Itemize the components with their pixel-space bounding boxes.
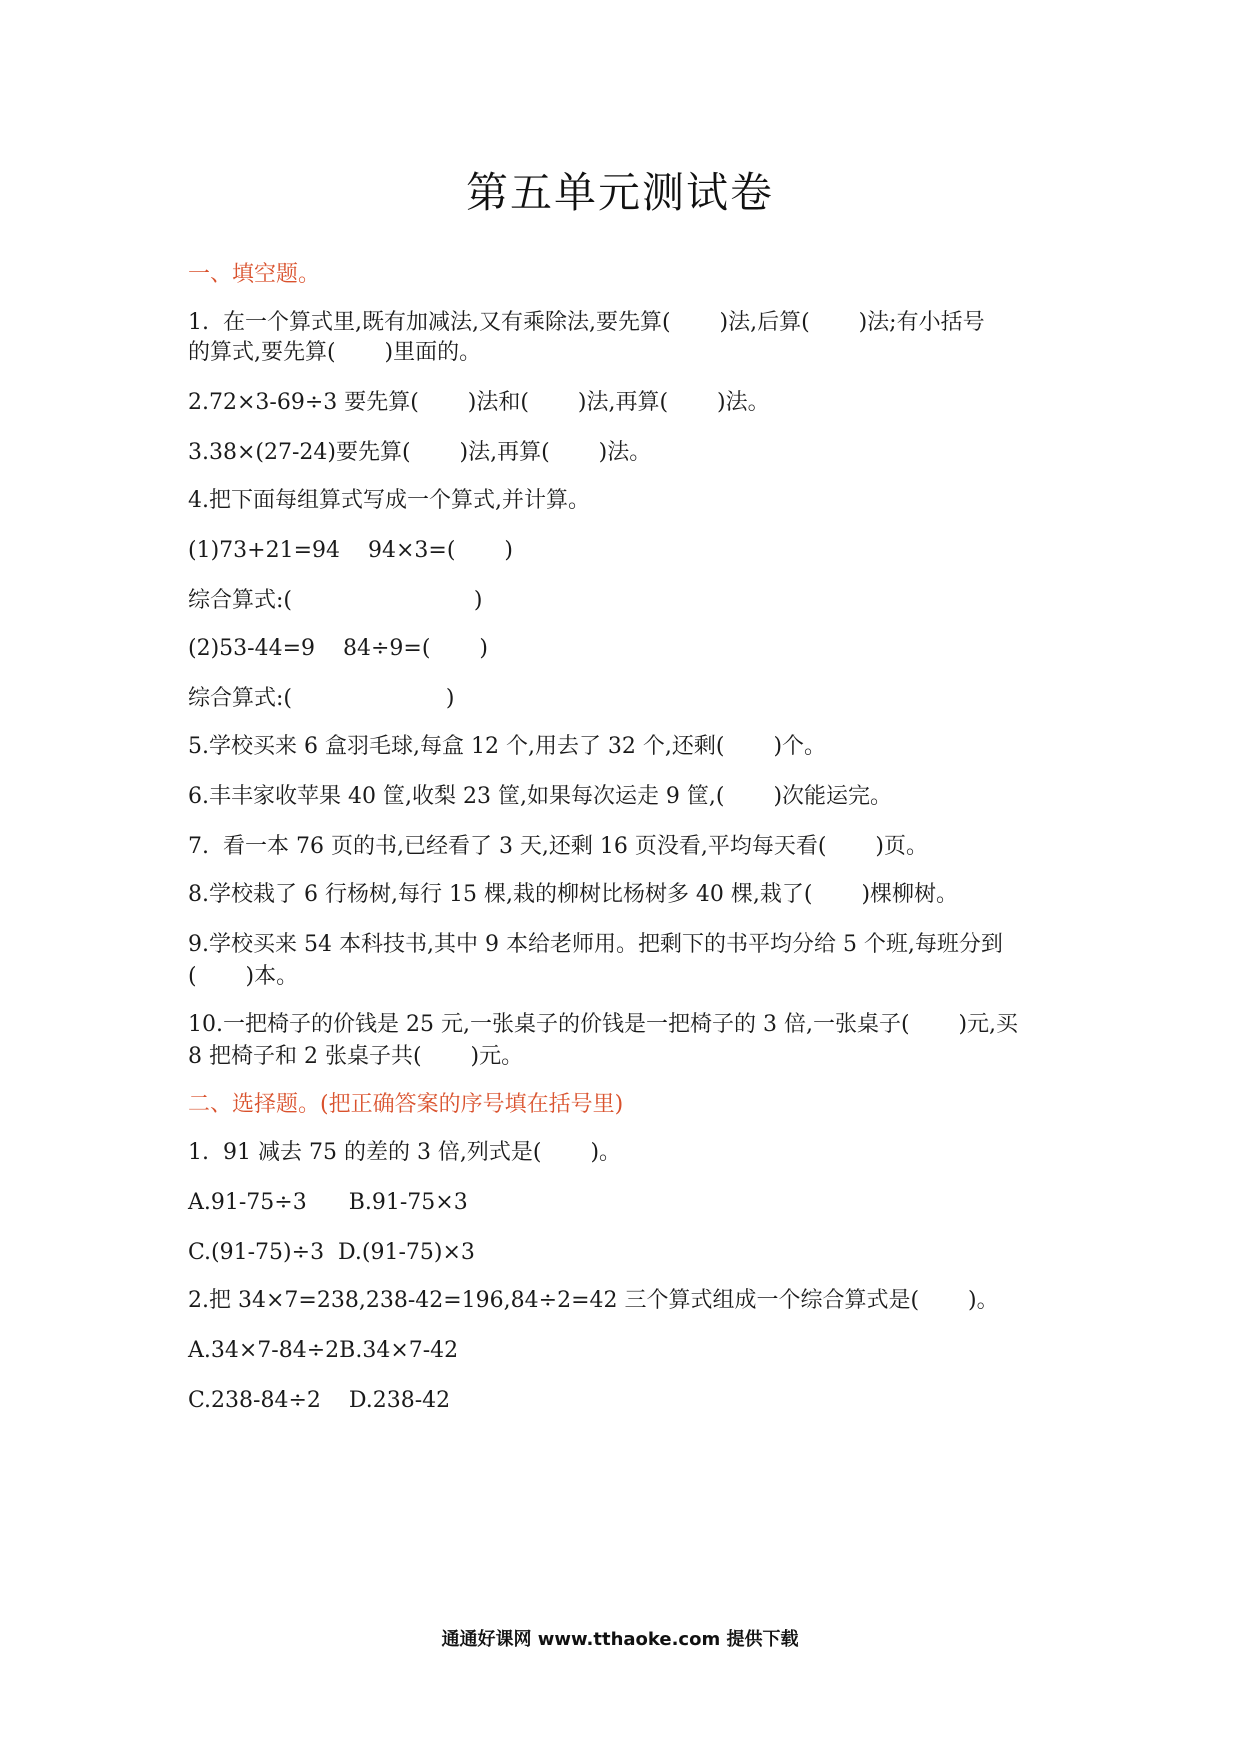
question-2: 2.72×3-69÷3 要先算( )法和( )法,再算( )法。 (188, 390, 770, 415)
question-8: 8.学校栽了 6 行杨树,每行 15 棵,栽的柳树比杨树多 40 棵,栽了( )棵柳树。 (188, 882, 959, 907)
question-4-part-2-combined: 综合算式:( ) (188, 686, 455, 711)
question-1-line-1: 1. 在一个算式里,既有加减法,又有乘除法,要先算( )法,后算( )法;有小括号 (188, 310, 985, 335)
choice-question-2: 2.把 34×7=238,238-42=196,84÷2=42 三个算式组成一个综合算式是( )。 (188, 1288, 999, 1313)
question-10-line-2: 8 把椅子和 2 张桌子共( )元。 (188, 1044, 524, 1069)
question-9-line-2: ( )本。 (188, 964, 299, 989)
choice-question-2-options-ab: A.34×7-84÷2B.34×7-42 (188, 1338, 459, 1363)
section-heading-fill-blanks: 一、填空题。 (188, 262, 321, 287)
choice-question-1: 1. 91 减去 75 的差的 3 倍,列式是( )。 (188, 1140, 622, 1165)
choice-question-2-options-cd: C.238-84÷2 D.238-42 (188, 1388, 451, 1413)
choice-question-1-options-cd: C.(91-75)÷3 D.(91-75)×3 (188, 1240, 475, 1265)
question-10-line-1: 10.一把椅子的价钱是 25 元,一张桌子的价钱是一把椅子的 3 倍,一张桌子( )元,买 (188, 1012, 1019, 1037)
question-5: 5.学校买来 6 盒羽毛球,每盒 12 个,用去了 32 个,还剩( )个。 (188, 734, 827, 759)
question-4-part-2: (2)53-44=9 84÷9=( ) (188, 636, 488, 661)
question-4-part-1: (1)73+21=94 94×3=( ) (188, 538, 513, 563)
question-4: 4.把下面每组算式写成一个算式,并计算。 (188, 488, 590, 513)
question-6: 6.丰丰家收苹果 40 筐,收梨 23 筐,如果每次运走 9 筐,( )次能运完。 (188, 784, 893, 809)
question-9-line-1: 9.学校买来 54 本科技书,其中 9 本给老师用。把剩下的书平均分给 5 个班,每班分到 (188, 932, 1003, 957)
choice-question-1-options-ab: A.91-75÷3 B.91-75×3 (188, 1190, 468, 1215)
question-7: 7. 看一本 76 页的书,已经看了 3 天,还剩 16 页没看,平均每天看( )页。 (188, 834, 929, 859)
question-4-part-1-combined: 综合算式:( ) (188, 588, 483, 613)
footer-download-note: 通通好课网 www.tthaoke.com 提供下载 (441, 1629, 799, 1650)
page-title: 第五单元测试卷 (465, 168, 774, 217)
question-3: 3.38×(27-24)要先算( )法,再算( )法。 (188, 440, 652, 465)
section-heading-multiple-choice: 二、选择题。(把正确答案的序号填在括号里) (188, 1092, 624, 1117)
question-1-line-2: 的算式,要先算( )里面的。 (188, 340, 482, 365)
